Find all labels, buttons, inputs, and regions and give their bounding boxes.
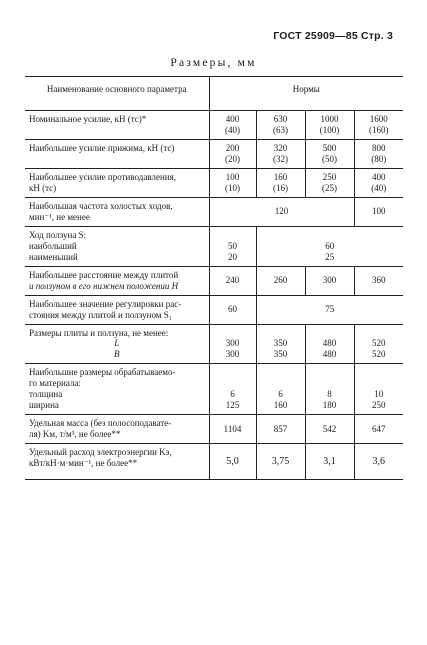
cell: 630 (63) <box>256 110 305 139</box>
row-material-size <box>25 364 403 415</box>
parameters-table <box>25 76 403 480</box>
cell: 3,6 <box>354 444 403 480</box>
row-label: Ход ползуна S: наибольший наименьший <box>25 226 209 266</box>
cell: 800 (80) <box>354 139 403 168</box>
cell: 400 (40) <box>209 110 256 139</box>
cell: 480 480 <box>305 324 354 364</box>
cell: 542 <box>305 415 354 444</box>
cell: 300 300 <box>209 324 256 364</box>
row-counter-force <box>25 168 403 197</box>
cell: 1104 <box>209 415 256 444</box>
cell: 6 160 <box>256 364 305 415</box>
cell: 350 350 <box>256 324 305 364</box>
cell: 520 520 <box>354 324 403 364</box>
cell: 200 (20) <box>209 139 256 168</box>
row-max-distance <box>25 266 403 295</box>
row-nominal-force <box>25 110 403 139</box>
row-slide-stroke <box>25 226 403 266</box>
cell: 75 <box>256 295 403 324</box>
cell: 60 <box>209 295 256 324</box>
row-label: Удельный расход электроэнергии Kэ, кВт/кН·м·мин⁻¹, не более** <box>25 444 209 480</box>
cell: 857 <box>256 415 305 444</box>
cell: 400 (40) <box>354 168 403 197</box>
cell: 240 <box>209 266 256 295</box>
row-idle-frequency <box>25 197 403 226</box>
cell: 3,1 <box>305 444 354 480</box>
row-label: Наибольшее усилие противодавления, кН (тс) <box>25 168 209 197</box>
table-header-row <box>25 77 403 111</box>
table-caption: Размеры, мм <box>170 57 257 69</box>
row-label: Наибольшее значение регулировки рас- стояния между плитой и ползуном S₁ <box>25 295 209 324</box>
row-label: Наибольшая частота холостых ходов, мин⁻¹, не менее <box>25 197 209 226</box>
row-label: Номинальное усилие, кН (тс)* <box>25 110 209 139</box>
row-label: Наибольшее усилие прижима, кН (тс) <box>25 139 209 168</box>
cell: 6 125 <box>209 364 256 415</box>
cell: 10 250 <box>354 364 403 415</box>
row-label: Наибольшие размеры обрабатываемо- го материала: толщина ширина <box>25 364 209 415</box>
row-adjustment <box>25 295 403 324</box>
cell: 100 (10) <box>209 168 256 197</box>
cell: 120 <box>209 197 354 226</box>
cell: 8 180 <box>305 364 354 415</box>
row-clamp-force <box>25 139 403 168</box>
row-specific-mass <box>25 415 403 444</box>
cell: 50 20 <box>209 226 256 266</box>
cell: 500 (50) <box>305 139 354 168</box>
cell: 1000 (100) <box>305 110 354 139</box>
cell: 250 (25) <box>305 168 354 197</box>
cell: 260 <box>256 266 305 295</box>
cell: 60 25 <box>256 226 403 266</box>
cell: 160 (16) <box>256 168 305 197</box>
row-plate-size <box>25 324 403 364</box>
cell: 100 <box>354 197 403 226</box>
cell: 3,75 <box>256 444 305 480</box>
row-label: Удельная масса (без полосоподавате- ля) Kм, т/м³, не более** <box>25 415 209 444</box>
cell: 5,0 <box>209 444 256 480</box>
row-label: Размеры плиты и ползуна, не менее: L B <box>25 324 209 364</box>
row-energy-consumption <box>25 444 403 480</box>
cell: 300 <box>305 266 354 295</box>
page-header: ГОСТ 25909—85 Стр. 3 <box>273 30 393 42</box>
row-label: Наибольшее расстояние между плитой и ползуном в его нижнем положении H <box>25 266 209 295</box>
col-param-header: Наименование основного параметра <box>25 77 209 111</box>
cell: 360 <box>354 266 403 295</box>
col-norms-header: Нормы <box>209 77 403 111</box>
cell: 1600 (160) <box>354 110 403 139</box>
cell: 647 <box>354 415 403 444</box>
cell: 320 (32) <box>256 139 305 168</box>
